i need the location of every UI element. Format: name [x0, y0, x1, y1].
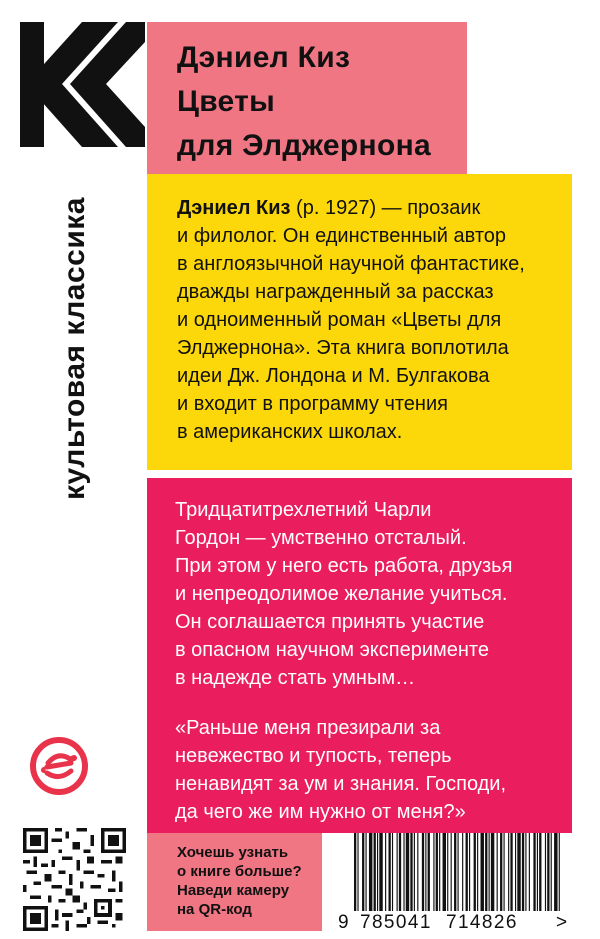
barcode-bar [481, 833, 484, 911]
qr-cta-line: Наведи камеру [177, 882, 290, 899]
barcode-bar [374, 833, 376, 911]
quote-line: да чего же им нужно от меня?» [175, 801, 466, 823]
barcode-bar [469, 833, 470, 911]
book-title-line-1: Цветы [177, 85, 276, 118]
summary-block [147, 478, 572, 833]
barcode-bar [410, 833, 412, 911]
barcode-bar [369, 833, 372, 911]
author-bio-line: идеи Дж. Лондона и М. Булгакова [177, 365, 490, 387]
barcode-bar [533, 833, 535, 911]
quote-line: ненавидят за ум и знания. Господи, [175, 773, 507, 795]
barcode-end-mark: > [556, 912, 568, 933]
qr-cta-line: на QR-код [177, 901, 252, 918]
barcode-bar [392, 833, 393, 911]
barcode-bar [500, 833, 502, 911]
barcode-bar [537, 833, 538, 911]
barcode-bar [462, 833, 463, 911]
barcode-bar [497, 833, 498, 911]
publisher-k-logo-icon [20, 22, 145, 147]
barcode-lead-digit: 9 [338, 912, 349, 933]
title-block [147, 22, 467, 174]
summary-line: в надежде стать умным… [175, 667, 416, 689]
barcode-bar [491, 833, 494, 911]
barcode-bar [517, 833, 520, 911]
barcode-bar [522, 833, 524, 911]
quote [175, 714, 558, 826]
qr-code-icon[interactable] [23, 828, 126, 931]
barcode-bar [428, 833, 430, 911]
barcode-bar [439, 833, 440, 911]
barcode-bar [357, 833, 358, 911]
summary-line: и непреодолимое желание учиться. [175, 583, 508, 605]
barcode-bar [377, 833, 378, 911]
book-title-line-2: для Элджернона [177, 129, 431, 162]
barcode-bar [554, 833, 557, 911]
barcode-bar [366, 833, 367, 911]
barcode-bar [515, 833, 516, 911]
summary-line: Тридцатитрехлетний Чарли [175, 499, 432, 521]
author-bio-line: и филолог. Он единственный автор [177, 225, 507, 247]
barcode-bar [474, 833, 476, 911]
summary-line: в опасном научном эксперименте [175, 639, 489, 661]
barcode-bar [389, 833, 391, 911]
summary-paragraph [175, 496, 558, 692]
summary-line: При этом у него есть работа, друзья [175, 555, 513, 577]
barcode-bar [417, 833, 418, 911]
barcode-bar [529, 833, 530, 911]
barcode-bar [399, 833, 401, 911]
barcode-bar [414, 833, 415, 911]
barcode-bar [451, 833, 452, 911]
summary-line: Он соглашается принять участие [175, 611, 485, 633]
barcode-bar [539, 833, 541, 911]
barcode-bar [489, 833, 490, 911]
barcode-bar [454, 833, 456, 911]
barcode-bar [403, 833, 404, 911]
author-bio-line: Элджернона». Эта книга воплотила [177, 337, 509, 359]
barcode-bar [406, 833, 409, 911]
barcode-group-2: 714826 [446, 912, 518, 933]
barcode-bars-icon [338, 833, 568, 911]
barcode-bar [559, 833, 560, 911]
barcode-bar [477, 833, 478, 911]
barcode-bar [379, 833, 382, 911]
barcode-bar [525, 833, 526, 911]
qr-cta-line: Хочешь узнать [177, 844, 289, 861]
qr-cta-line: о книге больше? [177, 863, 302, 880]
barcode-bar [397, 833, 398, 911]
author-bio-block [147, 174, 572, 470]
author-bio-line [177, 194, 556, 222]
quote-line: «Раньше меня презирали за [175, 717, 441, 739]
barcode-bar [385, 833, 386, 911]
summary-line: Гордон — умственно отсталый. [175, 527, 467, 549]
barcode-bar [485, 833, 487, 911]
author-bio-line: и входит в программу чтения [177, 393, 448, 415]
author-bio-line: дважды награжденный за рассказ [177, 281, 494, 303]
series-label: культовая классика [58, 197, 91, 500]
barcode-bar [443, 833, 446, 911]
barcode-bar [504, 833, 505, 911]
author-bio-name: Дэниел Киз [177, 197, 291, 219]
barcode-bar [510, 833, 512, 911]
barcode-bar [551, 833, 552, 911]
barcode-bar [433, 833, 434, 911]
author-bio-line-rest: (р. 1927) — прозаик [290, 197, 481, 219]
barcode-bar [458, 833, 459, 911]
barcode-bar [547, 833, 549, 911]
quote-line: невежество и тупость, теперь [175, 745, 452, 767]
author-bio-line: в американских школах. [177, 421, 403, 443]
author-bio-line: и одноименный роман «Цветы для [177, 309, 502, 331]
barcode-bar [545, 833, 546, 911]
qr-call-to-action [147, 833, 322, 931]
barcode-bar [436, 833, 438, 911]
isbn-barcode [338, 833, 568, 935]
author-bio-line: в англоязычной научной фантастике, [177, 253, 525, 275]
barcode-bar [447, 833, 448, 911]
barcode-bar [422, 833, 424, 911]
barcode-bar [508, 833, 509, 911]
barcode-bar [354, 833, 356, 911]
barcode-bar [466, 833, 468, 911]
eksmo-logo-icon [30, 737, 88, 795]
barcode-bar [425, 833, 426, 911]
author-name: Дэниел Киз [177, 41, 351, 74]
barcode-group-1: 785041 [360, 912, 432, 933]
barcode-bar [362, 833, 364, 911]
